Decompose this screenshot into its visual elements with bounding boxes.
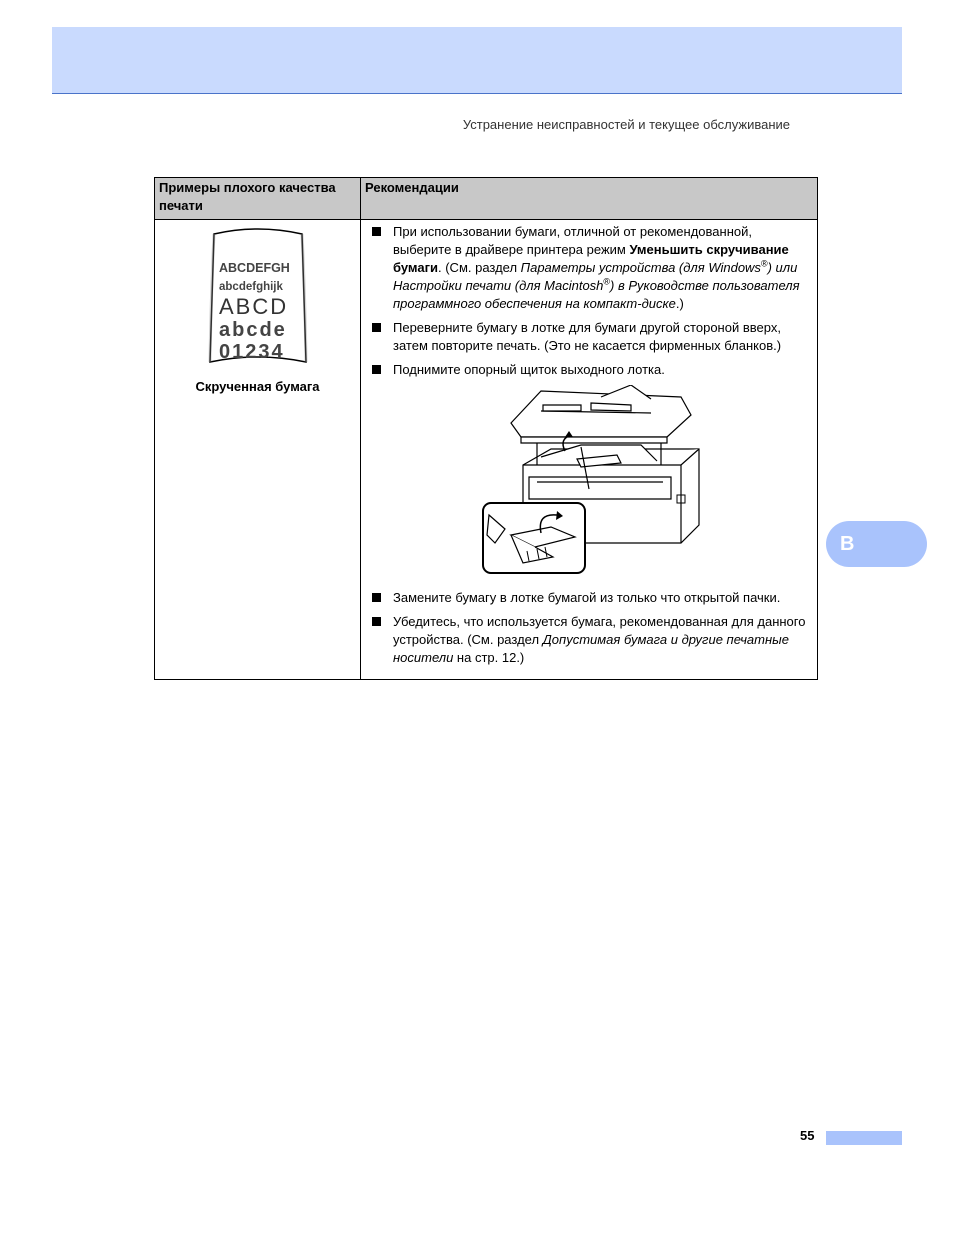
illustration-item xyxy=(371,385,811,581)
item-link-text: ) в Руководстве пользователя программного обеспечения на компакт-диске xyxy=(393,278,800,311)
section-header: Устранение неисправностей и текущее обслуживание xyxy=(462,117,790,132)
item-text: на стр. 12.) xyxy=(453,650,525,665)
recommendations-list xyxy=(361,220,817,679)
printer-illustration xyxy=(481,385,701,581)
sample-line-1: ABCDEFGH xyxy=(218,261,290,275)
curled-paper-sample xyxy=(208,226,308,372)
sample-caption: Скрученная бумага xyxy=(195,379,320,394)
item-text: .) xyxy=(675,296,684,311)
recommendation-item xyxy=(371,613,811,667)
page-number: 55 xyxy=(800,1128,815,1143)
column-header-examples: Примеры плохого качества печати xyxy=(155,178,361,220)
item-text: Убедитесь, что используется бумага, рекомендованная для данного устройства. (См. раздел xyxy=(393,614,806,647)
sample-line-2: abcdefghijk xyxy=(218,281,283,293)
example-cell xyxy=(155,220,361,680)
sample-line-4: abcde xyxy=(218,319,287,341)
item-link-text: Параметры устройства (для Windows xyxy=(520,260,761,275)
header-band xyxy=(52,27,902,94)
registered-mark: ® xyxy=(603,276,611,287)
item-link-text: Допустимая бумага и другие печатные носители xyxy=(393,632,789,665)
item-text: При использовании бумаги, отличной от рекомендованной, выберите в драйвере принтера режим xyxy=(393,224,752,257)
recommendations-cell xyxy=(361,220,818,680)
sample-line-3: ABCD xyxy=(218,294,288,319)
troubleshooting-table xyxy=(154,177,818,680)
detail-inset xyxy=(483,503,585,573)
item-text: . (См. раздел xyxy=(438,260,521,275)
recommendation-item: Поднимите опорный щиток выходного лотка. xyxy=(371,361,811,379)
chapter-tab: B xyxy=(826,521,927,567)
item-bold: Уменьшить скручивание бумаги xyxy=(393,242,789,275)
recommendation-item xyxy=(371,223,811,313)
sample-line-5: 01234 xyxy=(218,341,285,363)
recommendation-item: Переверните бумагу в лотке для бумаги другой стороной вверх, затем повторите печать. (Это не касается фирменных бланков.) xyxy=(371,319,811,355)
column-header-recommendations: Рекомендации xyxy=(361,178,818,220)
item-link-text: ) или Настройки печати (для Macintosh xyxy=(393,260,798,293)
recommendation-item: Замените бумагу в лотке бумагой из только что открытой пачки. xyxy=(371,589,811,607)
page-number-bar xyxy=(826,1131,902,1145)
registered-mark: ® xyxy=(760,258,768,269)
